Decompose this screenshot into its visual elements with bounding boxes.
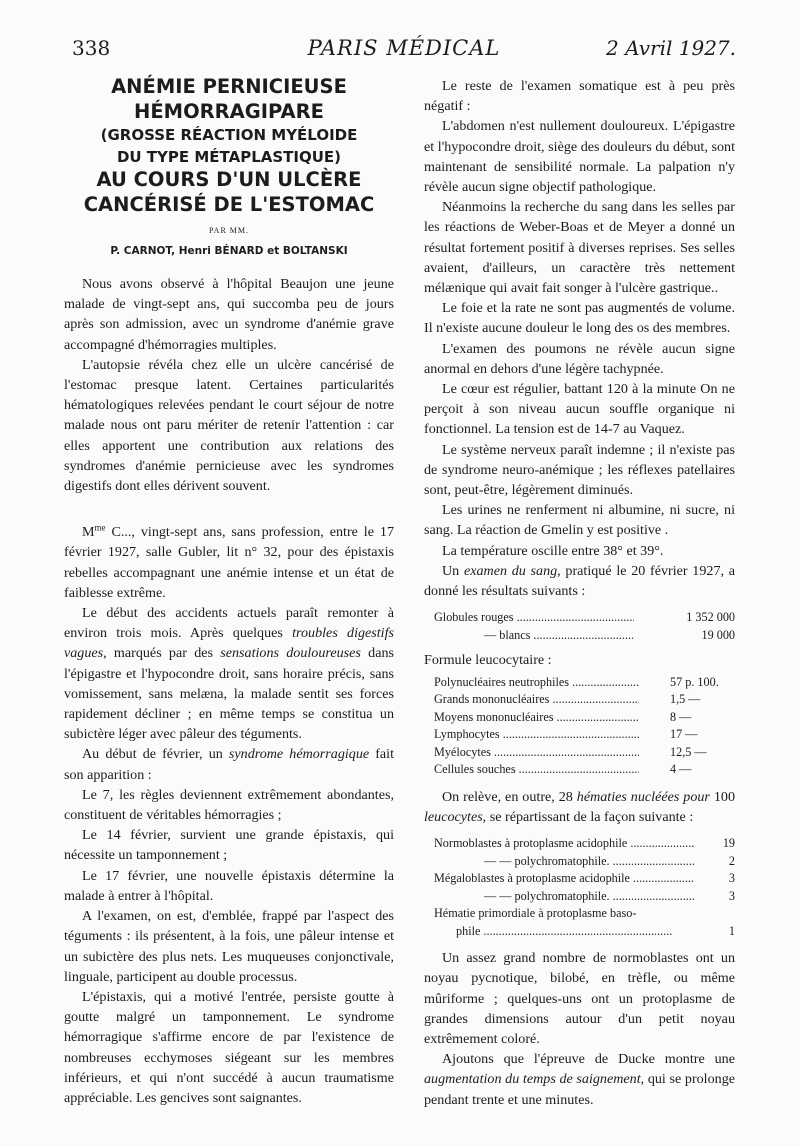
table-row	[434, 627, 735, 645]
page-header	[72, 36, 736, 62]
table-row	[434, 888, 735, 906]
table-row	[434, 691, 735, 709]
row-value: 57 p. 100.	[670, 674, 719, 689]
row-value: 4 —	[670, 762, 692, 777]
paragraph: On relève, en outre, 28 hématies nucléées pour 100 leucocytes, se répartissant de la façon suivante :	[424, 788, 735, 825]
row-label: Hématie primordiale à protoplasme baso-	[434, 906, 637, 921]
paragraph: L'abdomen n'est nullement douloureux. L'épigastre et l'hypocondre droit, siège des douleurs du début, sont maintenant de sensibilité normale. La palpation n'y révèle aucun signe objectif pathologique.	[424, 118, 735, 196]
row-value: 1	[728, 923, 735, 938]
row-label: Globules rouges .....	[434, 609, 634, 627]
table-row	[434, 726, 735, 744]
row-value: 3	[728, 871, 735, 886]
table-row	[434, 905, 735, 940]
paragraph: Ajoutons que l'épreuve de Ducke montre une augmentation du temps de saignement, qui se prolonge pendant trente et une minutes.	[424, 1051, 735, 1108]
article-title-line-3: AU COURS D'UN ULCÈRE	[96, 168, 362, 191]
table-row	[434, 709, 735, 727]
article-title-line-4: CANCÉRISÉ DE L'ESTOMAC	[83, 192, 375, 216]
paragraph: La température oscille entre 38° et 39°.	[442, 542, 664, 559]
paragraph: $M^{me}$ C..., vingt-sept ans, sans profession, entre le 17 février 1927, salle Gubler, lit n° 32, pour des épistaxis rebelles accompagnant une anémie intense et un état de faiblesse extrême.	[64, 522, 394, 601]
table-row	[434, 835, 735, 853]
paragraph: Le 14 février, survient une grande épistaxis, qui nécessite un tamponnement ;	[64, 827, 394, 864]
row-value: 12,5 —	[670, 744, 707, 759]
paragraph: Au début de février, un syndrome hémorragique fait son apparition :	[64, 746, 395, 783]
leukocyte-formula-table	[424, 652, 735, 779]
table-row	[434, 674, 735, 692]
table-row	[434, 853, 735, 871]
row-label-continued: phile .....	[434, 923, 716, 941]
table-row	[434, 609, 735, 627]
paragraph: Les urines ne renferment ni albumine, ni sucre, ni sang. La réaction de Gmelin y est positive .	[424, 502, 735, 539]
issue-date: 2 Avril 1927.	[606, 36, 736, 60]
paragraph: Le 7, les règles deviennent extrêmement abondantes, constituent de véritables hémorragies ;	[64, 786, 394, 824]
article-heading	[64, 76, 394, 258]
paragraph: Le cœur est régulier, battant 120 à la minute On ne perçoit à son niveau aucun souffle organique ni fonctionnel. La tension est de 14-7 au Vaquez.	[424, 381, 735, 438]
article-subtitle-line-2: DU TYPE MÉTAPLASTIQUE)	[116, 148, 342, 166]
row-value: 1 352 000	[686, 610, 735, 625]
authors: P. CARNOT, Henri BÉNARD et BOLTANSKI	[110, 245, 348, 257]
article-title-line-2: HÉMORRAGIPARE	[134, 99, 324, 123]
row-label: Grands mononucléaires .....	[434, 691, 639, 709]
row-value: 1,5 —	[670, 692, 701, 707]
paragraph: Le reste de l'examen somatique est à peu près négatif :	[424, 78, 735, 115]
paragraph: A l'examen, on est, d'emblée, frappé par l'aspect des téguments : ils présentent, à la fois, une pâleur intense et un subictère des plus nets. Les muqueuses conjonctivale, linguale, participent au double processus.	[64, 908, 394, 985]
row-value: 19 000	[701, 627, 735, 642]
row-value: 8 —	[670, 709, 692, 724]
paragraph: Le début des accidents actuels paraît remonter à environ trois mois. Après quelques troubles digestifs vagues, marqués par des sensations douloureuses dans l'épigastre et l'hypocondre droit, sans horaire précis, sans vomissement, sans melæna, la malade sentit ses forces rapidement décliner ; en même temps se constitua un subictère léger avec pâleur des téguments.	[64, 605, 394, 743]
paragraph: L'examen des poumons ne révèle aucun signe anormal en dehors d'une légère tachypnée.	[424, 340, 735, 377]
row-label: Mégaloblastes à protoplasme acidophile .....	[434, 870, 694, 888]
paragraph: Nous avons observé à l'hôpital Beaujon une jeune malade de vingt-sept ans, qui succomba peu de jours après son admission, avec un syndrome d'anémie grave accompagné d'hémorragies multiples.	[64, 276, 394, 353]
nucleated-red-cells-table	[434, 835, 735, 940]
page-number: 338	[72, 36, 111, 60]
row-label: Cellules souches .....	[434, 761, 639, 779]
paragraph: L'autopsie révéla chez elle un ulcère cancérisé de l'estomac presque latent. Certaines particularités hématologiques relevées pendant le court séjour de notre malade nous ont paru mériter de retenir l'attention : car elles apportent une contribution aux relations des syndromes d'anémie pernicieuse avec les syndromes digestifs dont elles dérivent souvent.	[64, 356, 394, 495]
article-title-line-1: ANÉMIE PERNICIEUSE	[111, 75, 347, 98]
journal-title: PARIS MÉDICAL	[307, 36, 501, 60]
row-label: Polynucléaires neutrophiles .....	[434, 674, 639, 692]
row-value: 3	[728, 888, 735, 903]
row-label: — — polychromatophile. .....	[434, 888, 694, 906]
row-label: Myélocytes .....	[434, 744, 639, 762]
row-label: Moyens mononucléaires .....	[434, 709, 639, 727]
row-value: 17 —	[670, 727, 698, 742]
paragraph: Le système nerveux paraît indemne ; il n'existe pas de syndrome neuro-anémique ; les réflexes patellaires sont, peut-être, légèrement diminués.	[424, 441, 735, 499]
row-label: — — polychromatophile. .....	[434, 853, 694, 871]
blood-count-table	[434, 609, 735, 644]
table-row	[434, 761, 735, 779]
left-column	[64, 76, 394, 1108]
table-row	[434, 870, 735, 888]
article-subtitle-line-1: (GROSSE RÉACTION MYÉLOIDE	[100, 126, 358, 144]
row-value: 2	[728, 853, 735, 868]
byline-par: PAR MM.	[208, 226, 250, 235]
row-label: — blancs .....	[434, 627, 634, 645]
paragraph: Le 17 février, une nouvelle épistaxis détermine la malade à entrer à l'hôpital.	[64, 867, 394, 904]
row-value: 19	[722, 836, 735, 851]
table-title: Formule leucocytaire :	[424, 652, 552, 669]
paragraph: Néanmoins la recherche du sang dans les selles par les réactions de Weber-Boas et de Meyer a donné un résultat fortement positif à diverses reprises. Ses selles avaient, d'ailleurs, un caractère très nettement mélænique qui avait fait songer à l'ulcère gastrique..	[424, 199, 735, 297]
table-row	[434, 744, 735, 762]
right-column	[424, 76, 735, 1110]
paragraph: L'épistaxis, qui a motivé l'entrée, persiste goutte à goutte malgré un tamponnement. Le syndrome hémorragique s'affirme encore de par l'existence de nombreuses ecchymoses siégeant sur les membres inférieurs, et qui n'ont succédé à aucun traumatisme appréciable. Les gencives sont saignantes.	[64, 988, 394, 1106]
paragraph: Un examen du sang, pratiqué le 20 février 1927, a donné les résultats suivants :	[424, 562, 735, 600]
row-label: Normoblastes à protoplasme acidophile .....	[434, 835, 694, 853]
row-label: Lymphocytes .....	[434, 726, 639, 744]
paragraph: Un assez grand nombre de normoblastes ont un noyau pycnotique, bilobé, en trèfle, ou même mûriforme ; quelques-uns ont un protoplasme de grandes dimensions autour d'un petit noyau extrêmement coloré.	[424, 950, 735, 1047]
paragraph: Le foie et la rate ne sont pas augmentés de volume. Il n'existe aucune douleur le long des os des membres.	[424, 300, 735, 337]
